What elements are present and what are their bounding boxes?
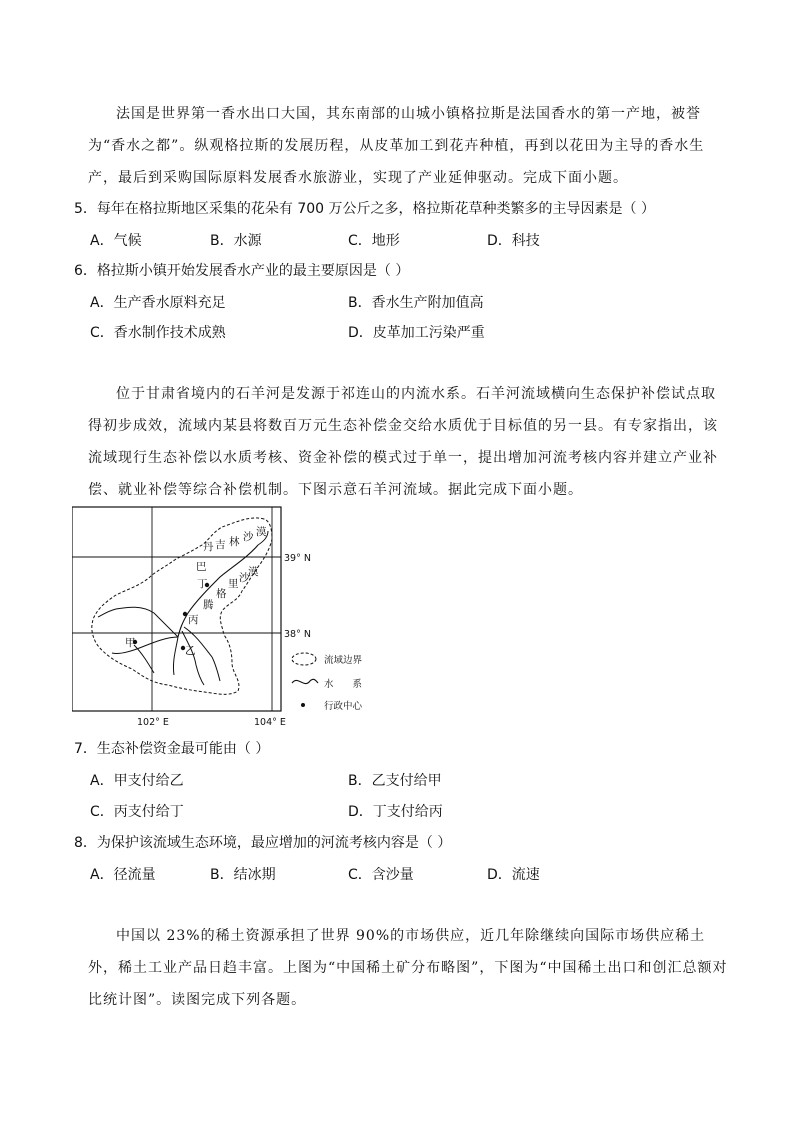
q6-option-b[interactable]: B．香水生产附加值高 xyxy=(348,295,484,311)
q7-option-b[interactable]: B．乙支付给甲 xyxy=(348,773,442,789)
legend-boundary-symbol xyxy=(292,653,316,665)
passage-perfume: 法国是世界第一香水出口大国，其东南部的山城小镇格拉斯是法国香水的第一产地，被誉为“香水之都”。纵观格拉斯的发展历程，从皮革加工到花卉种植，再到以花田为主导的香水生产，最后到采购国际原料发展香水旅游业，实现了产业延伸驱动。完成下面小题。 xyxy=(88,106,705,186)
desert-badain-char-3: 吉 xyxy=(215,539,226,551)
desert-tengger-char-3: 里 xyxy=(228,578,239,590)
q5-option-a[interactable]: A．气候 xyxy=(90,233,142,249)
q8-option-a[interactable]: A．径流量 xyxy=(90,867,156,883)
q5-option-d[interactable]: D．科技 xyxy=(487,233,540,249)
center-bing-dot xyxy=(183,612,187,616)
desert-tengger-char-2: 格 xyxy=(216,588,227,600)
lon-label-102: 102° E xyxy=(137,717,169,728)
legend-boundary-label: 流域边界 xyxy=(324,655,363,666)
question-7-stem: 7．生态补偿资金最可能由（ ） xyxy=(74,741,270,757)
desert-tengger-char-5: 漠 xyxy=(248,566,259,578)
passage-shiyang-river: 位于甘肃省境内的石羊河是发源于祁连山的内流水系。石羊河流域横向生态保护补偿试点取得初步成效，流域内某县将数百万元生态补偿金交给水质优于目标值的另一县。有专家指出，该流域现行生态补偿以水质考核、资金补偿的模式过于单一，提出增加河流考核内容并建立产业补偿、就业补偿等综合补偿机制。下图示意石羊河流域。据此完成下面小题。 xyxy=(88,386,718,498)
desert-badain-char-2: 丹 xyxy=(203,541,214,553)
question-8-stem: 8．为保护该流域生态环境，最应增加的河流考核内容是（ ） xyxy=(74,835,452,851)
river-south-branch2 xyxy=(182,631,204,685)
river-south-branch xyxy=(173,637,178,675)
legend-river-label: 水 系 xyxy=(324,679,363,690)
lat-label-39: 39° N xyxy=(284,553,311,564)
river-west-branch2 xyxy=(98,607,178,637)
q6-option-d[interactable]: D．皮革加工污染严重 xyxy=(348,325,485,341)
legend-river-symbol xyxy=(292,679,318,683)
q7-option-c[interactable]: C．丙支付给丁 xyxy=(90,804,184,820)
basin-boundary xyxy=(92,518,272,694)
q5-option-c[interactable]: C．地形 xyxy=(348,233,400,249)
desert-badain-char-6: 漠 xyxy=(256,526,267,538)
place-jia: 甲 xyxy=(125,637,136,649)
place-ding: 丁 xyxy=(197,578,208,590)
q8-option-c[interactable]: C．含沙量 xyxy=(348,867,414,883)
q5-option-b[interactable]: B．水源 xyxy=(210,233,262,249)
q7-option-a[interactable]: A．甲支付给乙 xyxy=(90,773,184,789)
passage-rare-earth: 中国以 23%的稀土资源承担了世界 90%的市场供应，近几年除继续向国际市场供应稀土外，稀土工业产品日趋丰富。上图为“中国稀土矿分布略图”，下图为“中国稀土出口和创汇总额对比统计图”。读图完成下列各题。 xyxy=(88,928,728,1008)
river-west-branch xyxy=(112,637,178,654)
desert-badain-char-4: 林 xyxy=(229,536,240,548)
place-yi: 乙 xyxy=(185,645,196,657)
question-6-stem: 6．格拉斯小镇开始发展香水产业的最主要原因是（ ） xyxy=(74,263,410,279)
place-bing: 丙 xyxy=(188,614,199,626)
desert-tengger-char-1: 腾 xyxy=(203,599,214,611)
lon-label-104: 104° E xyxy=(254,717,286,728)
q6-option-c[interactable]: C．香水制作技术成熟 xyxy=(90,325,226,341)
legend-center-label: 行政中心 xyxy=(324,701,363,712)
q8-option-b[interactable]: B．结冰期 xyxy=(210,867,276,883)
desert-tengger-char-4: 沙 xyxy=(239,572,250,584)
lat-label-38: 38° N xyxy=(284,629,311,640)
desert-badain-char-5: 沙 xyxy=(243,531,254,543)
shiyang-river-basin-map xyxy=(72,505,372,730)
q7-option-d[interactable]: D．丁支付给丙 xyxy=(348,804,443,820)
q8-option-d[interactable]: D．流速 xyxy=(487,867,540,883)
desert-badain-char-1: 巴 xyxy=(196,561,207,573)
q6-option-a[interactable]: A．生产香水原料充足 xyxy=(90,295,226,311)
legend-center-symbol xyxy=(301,703,305,707)
question-5-stem: 5．每年在格拉斯地区采集的花朵有 700 万公斤之多，格拉斯花草种类繁多的主导因素是（ ） xyxy=(74,201,655,217)
